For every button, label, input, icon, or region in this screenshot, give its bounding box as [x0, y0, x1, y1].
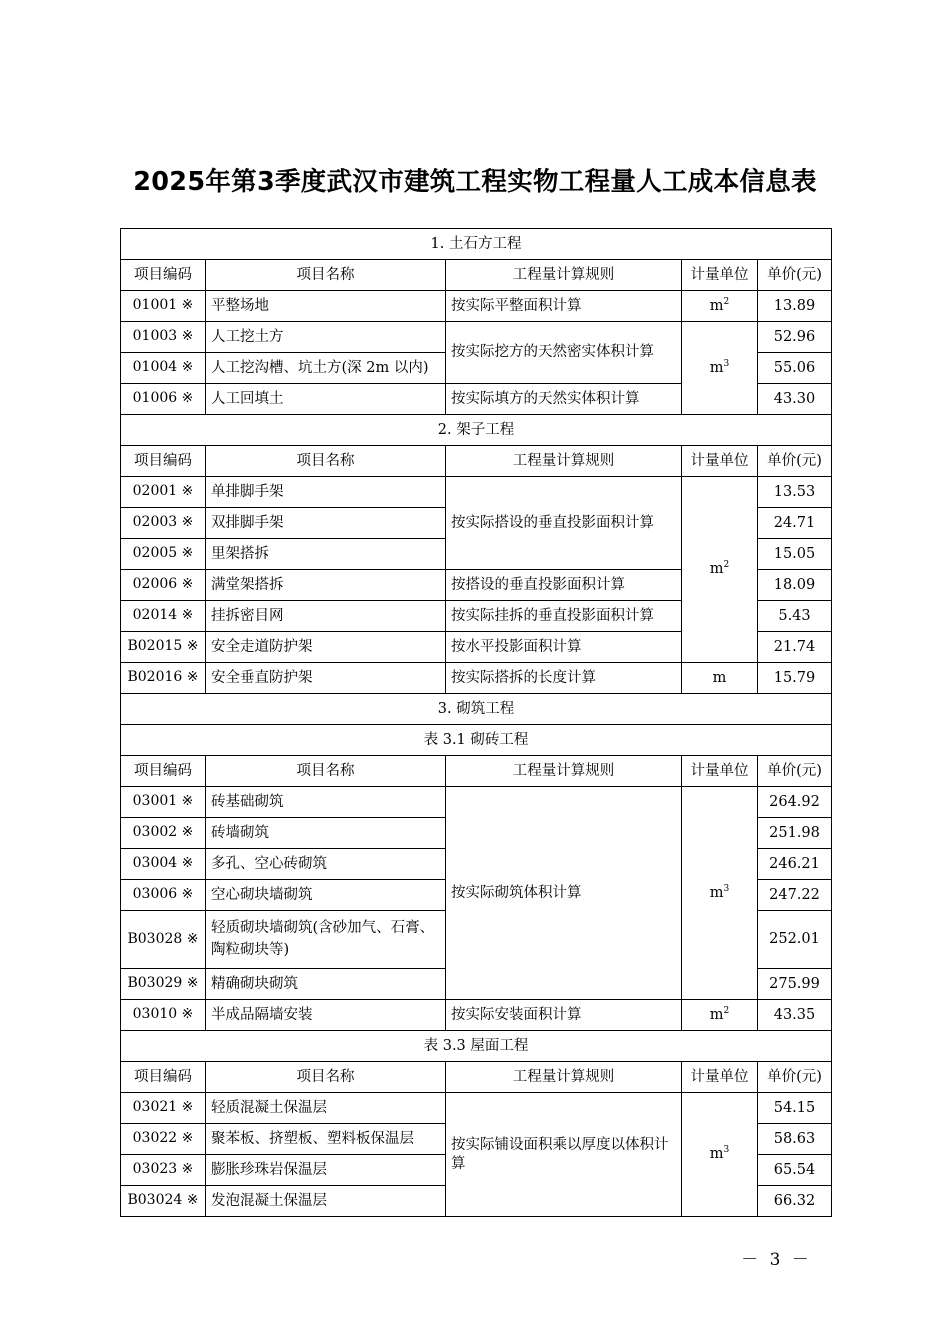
table-row	[121, 322, 832, 353]
cell-item-name: 发泡混凝土保温层	[206, 1186, 446, 1217]
table-header-row	[121, 260, 832, 291]
section-banner-label: 3. 砌筑工程	[121, 694, 832, 725]
table-header-row	[121, 1062, 832, 1093]
cell-unit-price: 246.21	[758, 849, 832, 880]
cell-item-code: 03006 ※	[121, 880, 206, 911]
cell-item-code: 03004 ※	[121, 849, 206, 880]
table-row	[121, 477, 832, 508]
cell-item-code: 01004 ※	[121, 353, 206, 384]
column-header-rule: 工程量计算规则	[446, 446, 682, 477]
table-row	[121, 1000, 832, 1031]
cell-item-name: 双排脚手架	[206, 508, 446, 539]
cell-item-code: 03023 ※	[121, 1155, 206, 1186]
cell-item-name: 膨胀珍珠岩保温层	[206, 1155, 446, 1186]
cell-item-name: 轻质砌块墙砌筑(含砂加气、石膏、陶粒砌块等)	[206, 911, 446, 969]
column-header-price: 单价(元)	[758, 446, 832, 477]
cell-calc-rule: 按实际砌筑体积计算	[446, 787, 682, 1000]
cell-unit: $m^2$	[682, 477, 758, 663]
column-header-code: 项目编码	[121, 756, 206, 787]
cell-item-name: 人工挖沟槽、坑土方(深 2m 以内)	[206, 353, 446, 384]
cell-item-code: 03002 ※	[121, 818, 206, 849]
column-header-name: 项目名称	[206, 446, 446, 477]
cell-item-name: 挂拆密目网	[206, 601, 446, 632]
cell-item-name: 人工挖土方	[206, 322, 446, 353]
cell-item-code: 03010 ※	[121, 1000, 206, 1031]
cell-unit-price: 55.06	[758, 353, 832, 384]
cell-unit-price: 52.96	[758, 322, 832, 353]
cell-item-code: 02001 ※	[121, 477, 206, 508]
table-row	[121, 291, 832, 322]
cell-item-code: 03001 ※	[121, 787, 206, 818]
cell-item-name: 里架搭拆	[206, 539, 446, 570]
cell-item-code: B02016 ※	[121, 663, 206, 694]
cell-unit-price: 15.05	[758, 539, 832, 570]
cell-unit-price: 13.89	[758, 291, 832, 322]
table-row	[121, 787, 832, 818]
cell-item-code: 02003 ※	[121, 508, 206, 539]
cell-item-name: 精确砌块砌筑	[206, 969, 446, 1000]
cell-item-code: 02005 ※	[121, 539, 206, 570]
cell-calc-rule: 按实际填方的天然实体积计算	[446, 384, 682, 415]
cell-item-code: B03024 ※	[121, 1186, 206, 1217]
cell-item-code: 02014 ※	[121, 601, 206, 632]
cell-unit-price: 275.99	[758, 969, 832, 1000]
column-header-price: 单价(元)	[758, 260, 832, 291]
section-banner-row	[121, 415, 832, 446]
cell-item-name: 安全走道防护架	[206, 632, 446, 663]
column-header-rule: 工程量计算规则	[446, 260, 682, 291]
column-header-code: 项目编码	[121, 1062, 206, 1093]
cell-item-code: 03022 ※	[121, 1124, 206, 1155]
column-header-name: 项目名称	[206, 260, 446, 291]
labor-cost-table-container	[120, 228, 831, 1217]
cell-unit-price: 247.22	[758, 880, 832, 911]
cell-item-name: 平整场地	[206, 291, 446, 322]
section-banner-label: 2. 架子工程	[121, 415, 832, 446]
cell-calc-rule: 按实际安装面积计算	[446, 1000, 682, 1031]
cell-unit-price: 65.54	[758, 1155, 832, 1186]
cell-unit-price: 5.43	[758, 601, 832, 632]
column-header-rule: 工程量计算规则	[446, 1062, 682, 1093]
cell-calc-rule: 按实际平整面积计算	[446, 291, 682, 322]
subsection-banner-label: 表 3.1 砌砖工程	[121, 725, 832, 756]
cell-item-code: 03021 ※	[121, 1093, 206, 1124]
cell-item-name: 安全垂直防护架	[206, 663, 446, 694]
cell-item-name: 半成品隔墙安装	[206, 1000, 446, 1031]
cell-unit: $m^3$	[682, 787, 758, 1000]
column-header-name: 项目名称	[206, 756, 446, 787]
cell-unit-price: 58.63	[758, 1124, 832, 1155]
cell-unit-price: 43.35	[758, 1000, 832, 1031]
subsection-banner-row	[121, 1031, 832, 1062]
cell-unit-price: 54.15	[758, 1093, 832, 1124]
cell-unit-price: 66.32	[758, 1186, 832, 1217]
cell-item-name: 砖基础砌筑	[206, 787, 446, 818]
column-header-code: 项目编码	[121, 446, 206, 477]
cell-unit: $m^2$	[682, 291, 758, 322]
table-header-row	[121, 446, 832, 477]
column-header-rule: 工程量计算规则	[446, 756, 682, 787]
cell-item-code: 01001 ※	[121, 291, 206, 322]
labor-cost-table	[120, 228, 832, 1217]
cell-item-name: 砖墙砌筑	[206, 818, 446, 849]
subsection-banner-row	[121, 725, 832, 756]
cell-item-code: B03029 ※	[121, 969, 206, 1000]
cell-calc-rule: 按搭设的垂直投影面积计算	[446, 570, 682, 601]
cell-unit-price: 264.92	[758, 787, 832, 818]
column-header-price: 单价(元)	[758, 756, 832, 787]
cell-item-code: B03028 ※	[121, 911, 206, 969]
cell-item-code: 01006 ※	[121, 384, 206, 415]
column-header-unit: 计量单位	[682, 446, 758, 477]
subsection-banner-label: 表 3.3 屋面工程	[121, 1031, 832, 1062]
section-banner-label: 1. 土石方工程	[121, 229, 832, 260]
cell-calc-rule: 按实际铺设面积乘以厚度以体积计算	[446, 1093, 682, 1217]
section-banner-row	[121, 229, 832, 260]
page-title: 2025年第3季度武汉市建筑工程实物工程量人工成本信息表	[133, 167, 817, 197]
section-banner-row	[121, 694, 832, 725]
cell-item-name: 聚苯板、挤塑板、塑料板保温层	[206, 1124, 446, 1155]
cell-calc-rule: 按实际搭设的垂直投影面积计算	[446, 477, 682, 570]
table-row	[121, 663, 832, 694]
column-header-unit: 计量单位	[682, 260, 758, 291]
cell-item-name: 满堂架搭拆	[206, 570, 446, 601]
cell-calc-rule: 按实际搭拆的长度计算	[446, 663, 682, 694]
cell-unit-price: 43.30	[758, 384, 832, 415]
cell-unit-price: 21.74	[758, 632, 832, 663]
cell-unit: $m^2$	[682, 1000, 758, 1031]
column-header-code: 项目编码	[121, 260, 206, 291]
cell-unit: $m^3$	[682, 1093, 758, 1217]
column-header-name: 项目名称	[206, 1062, 446, 1093]
cell-item-name: 轻质混凝土保温层	[206, 1093, 446, 1124]
cell-calc-rule: 按实际挖方的天然密实体积计算	[446, 322, 682, 384]
column-header-price: 单价(元)	[758, 1062, 832, 1093]
cell-unit-price: 252.01	[758, 911, 832, 969]
cell-item-name: 多孔、空心砖砌筑	[206, 849, 446, 880]
page-footer	[0, 1245, 950, 1270]
cell-unit-price: 13.53	[758, 477, 832, 508]
cell-item-code: 02006 ※	[121, 570, 206, 601]
page-number-label: － 3 －	[741, 1250, 812, 1270]
cell-unit: m	[682, 663, 758, 694]
cell-unit: $m^3$	[682, 322, 758, 415]
cell-unit-price: 18.09	[758, 570, 832, 601]
cell-calc-rule: 按水平投影面积计算	[446, 632, 682, 663]
cell-unit-price: 24.71	[758, 508, 832, 539]
column-header-unit: 计量单位	[682, 1062, 758, 1093]
cell-item-code: 01003 ※	[121, 322, 206, 353]
cell-item-name: 单排脚手架	[206, 477, 446, 508]
cell-item-code: B02015 ※	[121, 632, 206, 663]
table-row	[121, 1093, 832, 1124]
cell-calc-rule: 按实际挂拆的垂直投影面积计算	[446, 601, 682, 632]
column-header-unit: 计量单位	[682, 756, 758, 787]
cell-item-name: 人工回填土	[206, 384, 446, 415]
table-header-row	[121, 756, 832, 787]
cell-item-name: 空心砌块墙砌筑	[206, 880, 446, 911]
cell-unit-price: 15.79	[758, 663, 832, 694]
cell-unit-price: 251.98	[758, 818, 832, 849]
